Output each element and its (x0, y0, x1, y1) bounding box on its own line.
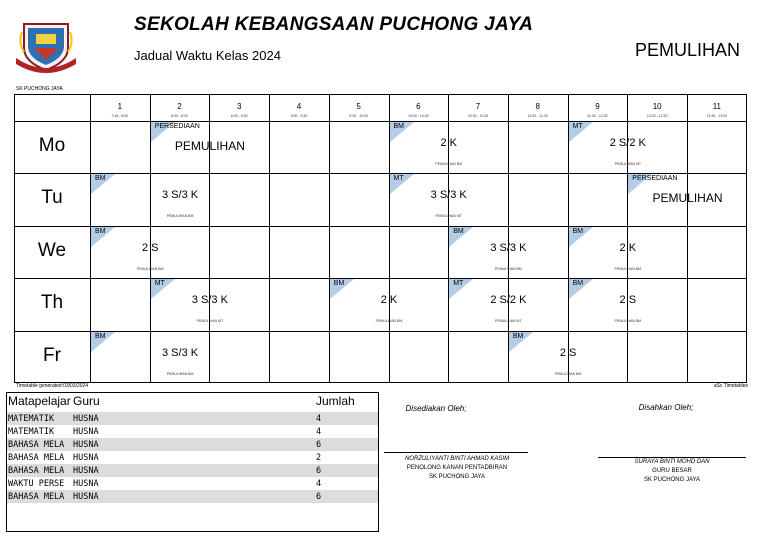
lesson-teacher: PEMULIHAN BM (554, 371, 582, 376)
lesson-class: 2 K (380, 294, 398, 307)
timetable-subtitle: Jadual Waktu Kelas 2024 (134, 48, 281, 63)
lesson-subject: BM (453, 227, 464, 235)
period-time: 10:00 - 10:30 (408, 114, 429, 118)
lesson-card[interactable] (330, 279, 448, 330)
approved-by-label: Disahkan Oleh; (638, 403, 694, 412)
grid-col-line (329, 94, 330, 383)
lesson-teacher: PEMULIHAN BM (136, 266, 164, 271)
lesson-card[interactable] (151, 279, 269, 330)
day-label: Th (40, 292, 64, 314)
period-time: 8:30 - 9:00 (230, 114, 248, 118)
day-label: Mo (38, 135, 66, 156)
lesson-teacher: PEMULIHAN BM (166, 214, 194, 219)
generated-date: Timetable generated:03/03/2024 (16, 383, 89, 389)
school-name: SEKOLAH KEBANGSAAN PUCHONG JAYA (134, 14, 534, 35)
summary-total: 4 (316, 427, 322, 437)
lesson-teacher: PEMULIHAN BM (166, 371, 194, 376)
lesson-class: 2 K (440, 137, 457, 149)
lesson-subject: BM (333, 280, 345, 288)
lesson-subject: MT (572, 123, 583, 130)
summary-total: 2 (316, 453, 322, 463)
period-number: 11 (712, 102, 721, 111)
summary-total: 6 (316, 466, 322, 476)
period-time: 11:00 - 11:30 (527, 114, 548, 118)
summary-subject: WAKTU PERSE (8, 479, 65, 489)
lesson-teacher: PEMULIHAN BM (614, 319, 642, 324)
summary-teacher: HUSNA (73, 492, 99, 502)
lesson-subject: BM (572, 227, 584, 235)
prepared-by-block (374, 455, 540, 482)
period-time: 10:30 - 11:00 (467, 114, 489, 118)
summary-total: 6 (316, 440, 322, 450)
lesson-teacher: PEMULIHAN MT (196, 319, 224, 324)
lesson-subject: MT (393, 175, 404, 183)
lesson-class: 3 S/3 K (430, 189, 467, 202)
summary-teacher: HUSNA (73, 453, 99, 463)
prepared-by-label: Disediakan Oleh; (405, 404, 467, 413)
lesson-teacher: PEMULIHAN MT (435, 214, 462, 219)
lesson-subject: MT (154, 280, 165, 288)
period-time: 9:30 - 10:00 (349, 114, 368, 118)
lesson-card[interactable] (569, 279, 687, 330)
lesson-class: 2 S (559, 346, 577, 359)
summary-subject: BAHASA MELA (8, 492, 65, 502)
summary-subject: BAHASA MELA (8, 453, 65, 463)
summary-row (7, 477, 378, 490)
lesson-subject: PERSEDIAAN (154, 123, 200, 130)
lesson-class: 3 S/3 K (162, 189, 199, 202)
lesson-class: 3 S/3 K (191, 294, 228, 307)
grid-border-top (14, 94, 747, 95)
lesson-teacher: PEMULIHAN BM (495, 266, 522, 271)
period-number: 5 (356, 102, 361, 111)
prepared-by-name: NORZULIYANTI BINTI AHMAD KASIM (404, 456, 510, 462)
lesson-card[interactable] (390, 174, 508, 225)
grid-col-line (269, 94, 270, 383)
lesson-subject: BM (95, 227, 106, 235)
lesson-subject: BM (95, 332, 106, 340)
lesson-class: 3 S/3 K (490, 241, 527, 254)
lesson-subject: BM (512, 332, 524, 340)
summary-teacher: HUSNA (73, 466, 99, 476)
period-number: 7 (475, 102, 481, 111)
day-label: Tu (41, 187, 63, 209)
lesson-teacher: PEMULIHAN BM (435, 162, 463, 166)
summary-subject: BAHASA MELA (8, 466, 65, 476)
period-number: 1 (117, 102, 123, 111)
period-number: 8 (535, 102, 540, 111)
lesson-class: PEMULIHAN (652, 191, 723, 206)
day-label: Fr (43, 344, 61, 366)
period-time: 12:00 - 12:30 (646, 114, 668, 118)
lesson-subject: BM (393, 123, 404, 130)
school-short-name: SK PUCHONG JAYA (16, 86, 63, 92)
lesson-card[interactable] (449, 279, 567, 330)
period-time: 11:30 - 12:00 (587, 114, 608, 118)
summary-header-total: Jumlah (316, 394, 355, 408)
lesson-card[interactable] (509, 332, 627, 383)
summary-row (7, 438, 378, 451)
summary-teacher: HUSNA (73, 440, 99, 450)
prepared-signature-line (384, 452, 528, 453)
summary-row (7, 464, 378, 477)
school-crest-logo (14, 18, 78, 74)
approved-by-block (590, 458, 754, 485)
lesson-subject: BM (572, 280, 584, 288)
lesson-card[interactable] (449, 227, 567, 278)
period-time: 9:00 - 9:30 (290, 114, 308, 118)
subject-summary-table (6, 392, 379, 532)
timetable-grid (14, 94, 747, 383)
summary-subject: MATEMATIK (8, 427, 55, 437)
prepared-by-title: PENOLONG KANAN PENTADBIRAN (406, 465, 508, 471)
summary-total: 6 (316, 492, 322, 502)
summary-row (7, 412, 378, 425)
lesson-teacher: PEMULIHAN MT (614, 162, 642, 166)
summary-subject: BAHASA MELA (8, 440, 65, 450)
lesson-class: 2 S/2 K (490, 294, 527, 307)
class-name: PEMULIHAN (634, 40, 740, 60)
lesson-card[interactable] (390, 122, 508, 173)
lesson-class: 2 S (141, 241, 159, 254)
summary-subject: MATEMATIK (8, 414, 55, 424)
period-time: 7:45 - 8:00 (111, 114, 129, 118)
lesson-subject: MT (453, 280, 464, 288)
period-number: 10 (652, 102, 662, 111)
summary-total: 4 (316, 414, 322, 424)
lesson-card[interactable] (151, 122, 269, 173)
period-number: 2 (177, 102, 182, 111)
approved-by-title: GURU BESAR (652, 468, 692, 474)
summary-teacher: HUSNA (73, 414, 99, 424)
lesson-class: 2 S (619, 294, 637, 307)
summary-total: 4 (316, 479, 322, 489)
lesson-class: PEMULIHAN (174, 139, 245, 153)
period-number: 9 (595, 102, 600, 111)
grid-border-right (746, 94, 747, 383)
lesson-class: 2 K (619, 241, 637, 254)
lesson-teacher: PEMULIHAN BM (614, 266, 642, 271)
summary-header-subject: Matapelajar (8, 394, 71, 408)
summary-teacher: HUSNA (73, 427, 99, 437)
lesson-card[interactable] (91, 227, 209, 278)
summary-header-teacher: Guru (73, 394, 100, 408)
lesson-subject: PERSEDIAAN (632, 175, 678, 183)
summary-row (7, 451, 378, 464)
summary-row (7, 425, 378, 438)
lesson-card[interactable] (91, 174, 269, 225)
prepared-by-school: SK PUCHONG JAYA (428, 474, 486, 480)
period-time: 12:30 - 13:00 (706, 114, 728, 118)
period-number: 6 (416, 102, 421, 111)
summary-teacher: HUSNA (73, 479, 99, 489)
summary-row (7, 490, 378, 503)
lesson-card[interactable] (569, 122, 687, 173)
approved-by-name: SURAYA BINTI MOHD DAN (634, 459, 710, 465)
period-number: 4 (296, 102, 302, 111)
software-credit: aSc Timetables (713, 383, 748, 389)
lesson-class: 3 S/3 K (162, 346, 199, 359)
lesson-teacher: PEMULIHAN BM (375, 319, 403, 324)
lesson-teacher: PEMULIHAN MT (495, 319, 522, 324)
approved-by-school: SK PUCHONG JAYA (643, 477, 701, 483)
lesson-subject: BM (95, 175, 106, 183)
lesson-card[interactable] (569, 227, 687, 278)
day-label: We (37, 239, 67, 261)
grid-col-line (687, 94, 688, 383)
lesson-card[interactable] (91, 332, 269, 383)
lesson-class: 2 S/2 K (609, 137, 646, 149)
period-number: 3 (237, 102, 242, 111)
lesson-card[interactable] (628, 174, 746, 225)
period-time: 8:00 - 8:30 (171, 114, 188, 118)
